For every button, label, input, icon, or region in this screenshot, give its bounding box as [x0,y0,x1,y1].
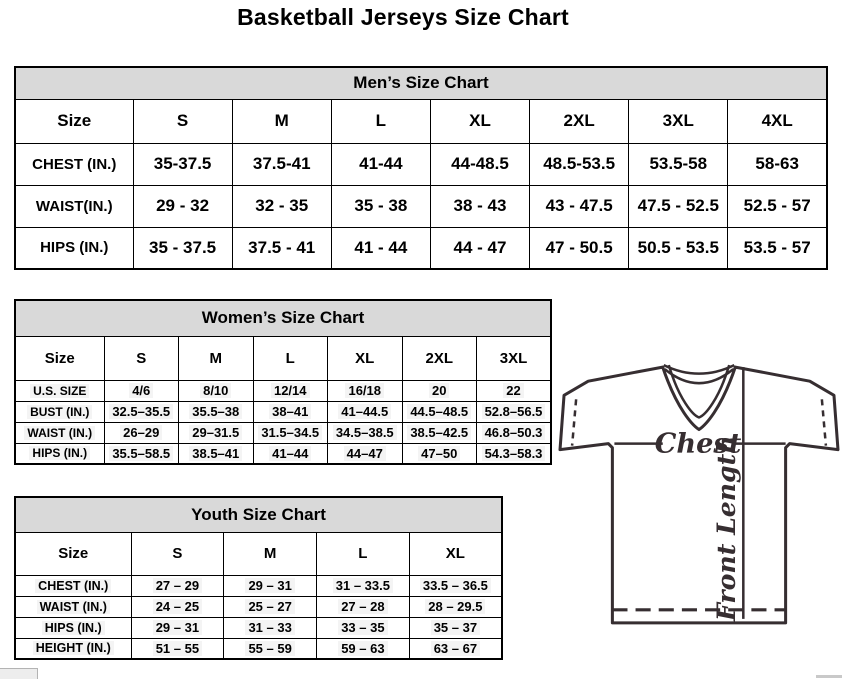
size-cell [131,638,224,659]
size-cell-value: 35 – 37 [431,620,480,635]
size-cell-value: 8/10 [200,383,231,398]
row-label: HIPS (IN.) [29,446,90,460]
size-cell-value: 35 - 37.5 [149,237,217,257]
size-cell-value: 41 - 44 [354,237,408,257]
size-cell-value: 35 - 38 [354,196,408,215]
size-cell-value: 38–41 [269,404,311,419]
chest-label: Chest [654,427,742,460]
size-cell-value: 33.5 – 36.5 [420,578,491,593]
table-row [15,380,551,401]
size-cell [409,617,502,638]
size-cell-value: 33 – 35 [338,620,387,635]
size-cell-value: 22 [503,383,523,398]
womens-size-chart-table [14,299,552,465]
size-cell [133,227,232,269]
size-cell-value: 43 - 47.5 [545,196,613,215]
size-cell [530,227,629,269]
size-cell-value: 29 – 31 [153,620,202,635]
size-cell [331,185,430,227]
size-cell-value: 44 - 47 [453,237,507,257]
size-cell [402,422,477,443]
size-cell-value: 37.5-41 [252,154,311,173]
size-cell [133,185,232,227]
size-cell-value: 53.5 - 57 [743,237,811,257]
column-header-m: M [232,99,331,143]
size-cell [317,575,410,596]
row-label: HIPS (IN.) [40,239,109,257]
size-cell-value: 41–44 [269,446,311,461]
size-cell-value: 41–44.5 [338,404,391,419]
size-cell-value: 32.5–35.5 [109,404,173,419]
column-header-l: L [317,532,410,575]
size-cell [629,227,728,269]
row-label: HIPS (IN.) [42,621,105,635]
column-header-xl: XL [409,532,502,575]
row-label: WAIST(IN.) [35,197,113,215]
column-header-s: S [131,532,224,575]
size-cell-value: 48.5-53.5 [543,154,616,173]
column-header-2xl: 2XL [530,99,629,143]
size-cell [728,185,827,227]
size-cell-value: 32 - 35 [255,196,309,215]
size-cell [224,575,317,596]
size-cell [179,443,254,464]
row-label: WAIST (IN.) [37,600,110,614]
youth-chart-title: Youth Size Chart [15,497,502,532]
size-cell [629,185,728,227]
youth-size-chart-table [14,496,503,660]
size-cell [409,575,502,596]
size-cell-value: 24 – 25 [153,599,202,614]
size-cell-value: 31 – 33 [245,620,294,635]
size-cell [104,401,179,422]
size-cell-value: 47.5 - 52.5 [637,196,719,215]
mens-chart-title: Men’s Size Chart [15,67,827,99]
size-cell [224,617,317,638]
size-cell-value: 53.5-58 [649,154,708,173]
size-cell [253,380,328,401]
size-cell-value: 55 – 59 [245,641,294,656]
size-cell [402,443,477,464]
table-row [15,617,502,638]
womens-chart-title: Women’s Size Chart [15,300,551,336]
size-cell-value: 38 - 43 [453,196,507,215]
front-length-label: Front Length [711,435,742,622]
size-cell-value: 31.5–34.5 [258,425,322,440]
jersey-outline [560,367,838,623]
size-cell [104,443,179,464]
column-header-2xl: 2XL [402,336,477,380]
size-cell [409,638,502,659]
size-cell [328,380,403,401]
size-cell-value: 27 – 28 [338,599,387,614]
column-header-xl: XL [430,99,529,143]
size-cell-value: 16/18 [345,383,384,398]
size-cell [409,596,502,617]
page-edge-artifact-right [816,675,842,678]
size-cell [477,401,552,422]
size-cell [253,422,328,443]
row-label: CHEST (IN.) [35,579,111,593]
size-cell [331,227,430,269]
size-cell-value: 29 – 31 [245,578,294,593]
table-row [15,401,551,422]
size-cell [131,596,224,617]
size-cell-value: 50.5 - 53.5 [637,237,719,257]
column-header-size: Size [15,532,131,575]
size-cell [629,143,728,185]
size-cell [430,185,529,227]
table-row [15,422,551,443]
table-row [15,185,827,227]
size-cell-value: 26–29 [120,425,162,440]
column-header-size: Size [15,336,104,380]
size-cell-value: 59 – 63 [338,641,387,656]
size-cell [328,443,403,464]
column-header-m: M [224,532,317,575]
size-cell-value: 38.5–42.5 [407,425,471,440]
size-cell-value: 29 - 32 [156,196,210,215]
size-cell [331,143,430,185]
mens-size-chart-table [14,66,828,270]
size-cell [402,401,477,422]
page-title: Basketball Jerseys Size Chart [237,4,569,30]
size-cell [253,401,328,422]
table-row [15,638,502,659]
column-header-m: M [179,336,254,380]
column-header-3xl: 3XL [477,336,552,380]
size-cell [530,143,629,185]
size-cell [317,638,410,659]
size-cell [179,380,254,401]
table-row [15,227,827,269]
size-cell [317,617,410,638]
size-cell [232,227,331,269]
column-header-l: L [253,336,328,380]
row-label: HEIGHT (IN.) [33,641,114,655]
table-row [15,575,502,596]
size-cell [530,185,629,227]
size-cell [232,185,331,227]
size-cell [104,422,179,443]
size-cell-value: 41-44 [359,154,403,173]
size-cell-value: 46.8–50.3 [482,425,546,440]
size-cell [104,380,179,401]
column-header-s: S [104,336,179,380]
size-cell [224,596,317,617]
size-cell [477,443,552,464]
size-cell-value: 25 – 27 [245,599,294,614]
row-label: U.S. SIZE [30,384,89,398]
size-cell [430,227,529,269]
table-row [15,143,827,185]
size-cell-value: 4/6 [129,383,153,398]
table-row [15,596,502,617]
size-cell [728,227,827,269]
size-cell [402,380,477,401]
column-header-4xl: 4XL [728,99,827,143]
size-cell [224,638,317,659]
column-header-l: L [331,99,430,143]
size-cell-value: 44-48.5 [451,154,509,173]
size-cell-value: 54.3–58.3 [482,446,546,461]
collar-back-arc-high [664,365,735,374]
table-row [15,443,551,464]
size-cell-value: 20 [429,383,449,398]
column-header-xl: XL [328,336,403,380]
size-cell-value: 35.5–58.5 [109,446,173,461]
column-header-size: Size [15,99,133,143]
size-cell-value: 29–31.5 [189,425,242,440]
size-cell [430,143,529,185]
size-cell-value: 47 - 50.5 [545,237,613,257]
size-cell [328,401,403,422]
row-label: WAIST (IN.) [24,426,95,440]
size-cell-value: 52.8–56.5 [482,404,546,419]
size-cell-value: 47–50 [418,446,460,461]
size-cell-value: 44–47 [344,446,386,461]
size-cell [477,422,552,443]
size-cell [232,143,331,185]
size-cell [328,422,403,443]
size-cell [131,575,224,596]
size-cell [131,617,224,638]
size-cell [253,443,328,464]
size-cell-value: 51 – 55 [153,641,202,656]
jersey-measurement-diagram [558,358,840,634]
page-edge-artifact-left [0,668,38,679]
size-cell-value: 12/14 [271,383,310,398]
size-cell [179,422,254,443]
size-cell-value: 37.5 - 41 [248,237,316,257]
size-cell-value: 52.5 - 57 [743,196,811,215]
row-label: CHEST (IN.) [32,155,117,173]
size-cell-value: 38.5–41 [189,446,242,461]
size-cell-value: 34.5–38.5 [333,425,397,440]
column-header-3xl: 3XL [629,99,728,143]
size-cell-value: 35.5–38 [189,404,242,419]
size-cell-value: 28 – 29.5 [425,599,485,614]
size-cell [133,143,232,185]
size-cell [317,596,410,617]
size-cell-value: 35-37.5 [153,154,212,173]
size-cell [477,380,552,401]
size-cell-value: 31 – 33.5 [333,578,393,593]
size-cell-value: 63 – 67 [431,641,480,656]
column-header-s: S [133,99,232,143]
size-cell-value: 27 – 29 [153,578,202,593]
size-cell [728,143,827,185]
row-label: BUST (IN.) [27,405,92,419]
size-cell-value: 44.5–48.5 [407,404,471,419]
size-cell-value: 58-63 [755,154,799,173]
size-cell [179,401,254,422]
